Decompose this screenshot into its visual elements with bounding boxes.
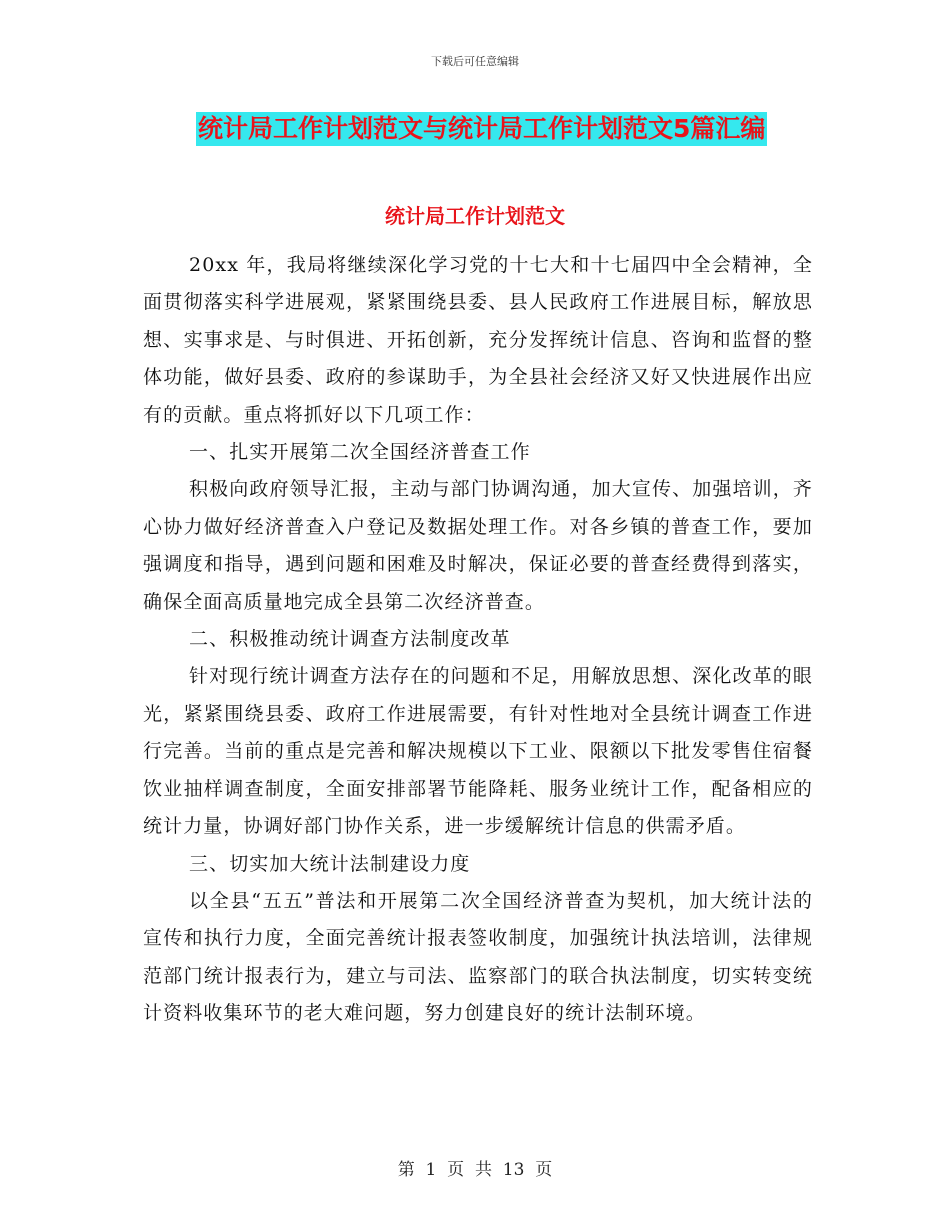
page-number: 第 1 页 共 13 页 [397, 1160, 553, 1180]
header-note: 下载后可任意编辑 [431, 55, 519, 68]
document-body [143, 247, 813, 1033]
paragraph-intro: 20xx 年，我局将继续深化学习党的十七大和十七届四中全会精神，全面贯彻落实科学进展观，紧紧围绕县委、县人民政府工作进展目标，解放思想、实事求是、与时俱进、开拓创新，充分发挥统计信息、咨询和监督的整体功能，做好县委、政府的参谋助手，为全县社会经济又好又快进展作出应有的贡献。重点将抓好以下几项工作： [143, 254, 813, 426]
subheading-1: 一、扎实开展第二次全国经济普查工作 [189, 441, 531, 464]
section-title: 统计局工作计划范文 [385, 204, 565, 228]
paragraph-3: 以全县“五五”普法和开展第二次全国经济普查为契机，加大统计法的宣传和执行力度，全面完善统计报表签收制度，加强统计执法培训，法律规范部门统计报表行为，建立与司法、监察部门的联合执法制度，切实转变统计资料收集环节的老大难问题，努力创建良好的统计法制环境。 [143, 889, 813, 1025]
document-title: 统计局工作计划范文与统计局工作计划范文5篇汇编 [196, 112, 767, 146]
paragraph-1: 积极向政府领导汇报，主动与部门协调沟通，加大宣传、加强培训，齐心协力做好经济普查入户登记及数据处理工作。对各乡镇的普查工作，要加强调度和指导，遇到问题和困难及时解决，保证必要的普查经费得到落实，确保全面高质量地完成全县第二次经济普查。 [143, 478, 813, 613]
subheading-3: 三、切实加大统计法制建设力度 [189, 852, 471, 875]
subheading-2: 二、积极推动统计调查方法制度改革 [189, 628, 511, 651]
paragraph-2: 针对现行统计调查方法存在的问题和不足，用解放思想、深化改革的眼光，紧紧围绕县委、政府工作进展需要，有针对性地对全县统计调查工作进行完善。当前的重点是完善和解决规模以下工业、限额以下批发零售住宿餐饮业抽样调查制度，全面安排部署节能降耗、服务业统计工作，配备相应的统计力量，协调好部门协作关系，进一步缓解统计信息的供需矛盾。 [143, 665, 813, 838]
